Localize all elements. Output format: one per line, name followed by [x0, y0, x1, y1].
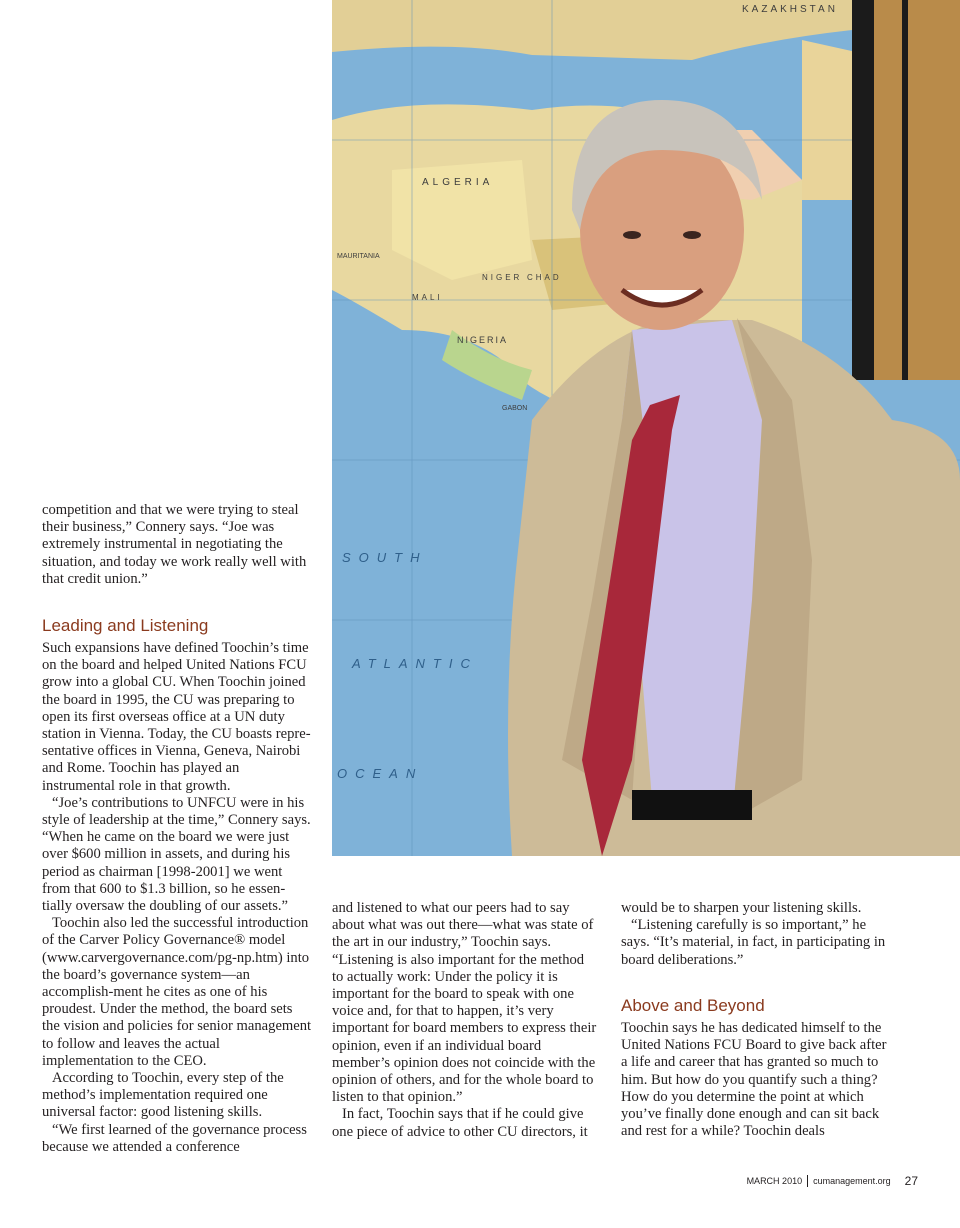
window-frame: [852, 0, 874, 380]
map-label-ocean: OCEAN: [337, 766, 424, 781]
paragraph: “Listening carefully is so important,” he says. “It’s material, in fact, in participating in board deliberations.”: [621, 917, 886, 968]
paragraph: “Joe’s contributions to UNFCU were in his style of leadership at the time,” Connery says. “When he came on the board we were just over $600 million in assets, and during his period as chairman [1998-2001] we went from that 600 to $1.3 billion, so he essen-tially oversaw the doubling of our assets.”: [42, 794, 311, 915]
map-label-chad: CHAD: [527, 273, 562, 282]
paragraph: According to Toochin, every step of the method’s implementation required one universal factor: good listening skills.: [42, 1070, 284, 1121]
portrait-photo-illustration: [332, 0, 960, 856]
subhead-leading-and-listening: Leading and Listening: [42, 616, 209, 635]
footer-divider: [807, 1175, 808, 1187]
article-column-1-top: [42, 502, 312, 588]
map-label-mauritania: MAURITANIA: [337, 253, 380, 260]
map-label-kazakhstan: KAZAKHSTAN: [742, 4, 838, 15]
map-label-atlantic: ATLANTIC: [352, 656, 478, 671]
paragraph: and listened to what our peers had to say about what was out there—what was state of the art in our industry,” Toochin says. “Listening is also important for the method to actually work: Under the policy it is important for the board to speak with one voice and, for that to happen, it’s very important for board members to express their opinion, even if an individual board member’s opinion does not coincide with the opinion of others, and for the whole board to listen to that opinion.”: [332, 900, 597, 1106]
man-eye-left: [623, 231, 641, 239]
map-label-gabon: GABON: [502, 405, 528, 412]
subhead-above-and-beyond: Above and Beyond: [621, 996, 765, 1015]
paragraph: Toochin also led the successful introduction of the Carver Policy Governance® model (www.carvergovernance.com/pg-np.htm) into the board’s governance system—an accomplish-ment he cites as one of his proudest. Under the method, the board sets the vision and policies for senior management to follow and leaves the actual implementation to the CEO.: [42, 915, 312, 1069]
article-column-3-top: [621, 900, 889, 969]
map-label-nigeria: NIGERIA: [457, 335, 509, 345]
map-label-niger: NIGER: [482, 273, 523, 282]
window-glass: [874, 0, 960, 380]
footer-site: cumanagement.org: [813, 1176, 891, 1186]
page-footer: [747, 1174, 918, 1188]
man-eye-right: [683, 231, 701, 239]
portrait-photo: [332, 0, 960, 856]
paragraph: Toochin says he has dedicated himself to the United Nations FCU Board to give back after a life and career that has granted so much to him. But how do you quantify such a thing? How do you determine the point at which you’ve finally done enough and can sit back and rest for a while? Toochin deals: [621, 1020, 887, 1140]
map-label-algeria: ALGERIA: [422, 177, 494, 188]
map-label-south: SOUTH: [342, 550, 428, 565]
paragraph: In fact, Toochin says that if he could give one piece of advice to other CU directors, it: [332, 1106, 588, 1140]
map-label-mali: MALI: [412, 293, 443, 302]
article-column-2: [332, 900, 597, 1141]
article-column-1-body: [42, 640, 312, 1156]
window-frame-2: [902, 0, 908, 380]
article-column-3-body: [621, 1020, 889, 1140]
man-belt: [632, 790, 752, 820]
paragraph: would be to sharpen your listening skills.: [621, 900, 862, 916]
paragraph: Such expansions have defined Toochin’s time on the board and helped United Nations FCU grow into a global CU. When Toochin joined the board in 1995, the CU was preparing to open its first overseas office at a UN duty station in Vienna. Today, the CU boasts repre-sentative offices in Vienna, Geneva, Nairobi and Rome. Toochin has played an instrumental role in that growth.: [42, 640, 311, 794]
paragraph: “We first learned of the governance process because we attended a conference: [42, 1121, 307, 1155]
footer-date: MARCH 2010: [746, 1176, 803, 1186]
page-number: 27: [904, 1174, 918, 1188]
paragraph: competition and that we were trying to steal their business,” Connery says. “Joe was extremely instrumental in negotiating the situation, and today we work really well with that credit union.”: [42, 502, 307, 587]
